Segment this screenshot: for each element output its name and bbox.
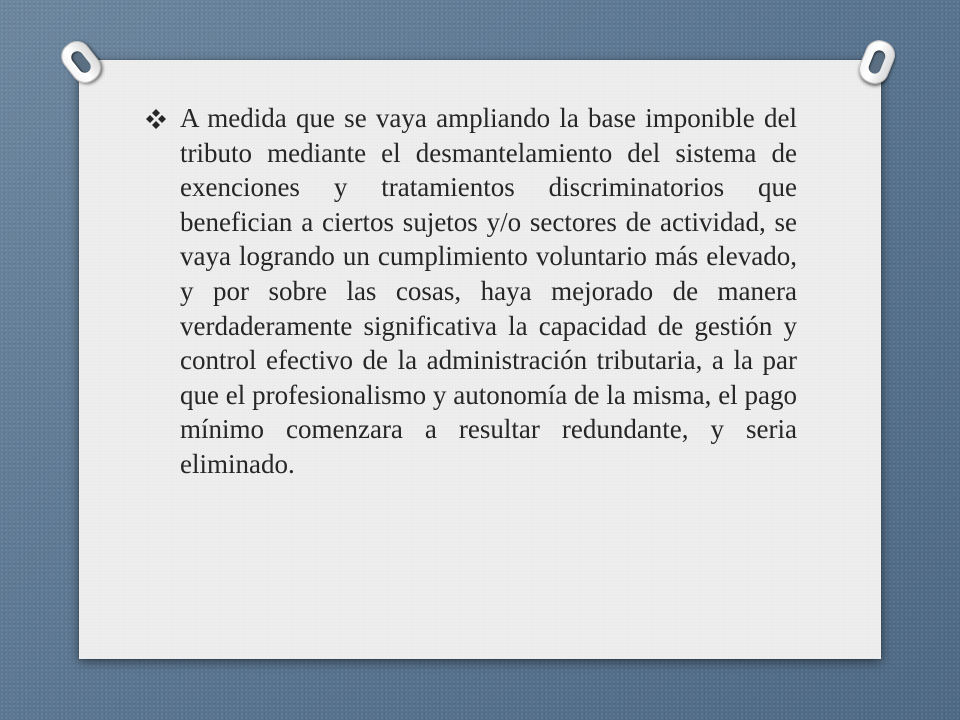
bullet-text: A medida que se vaya ampliando la base imponible del tributo mediante el desmantelamiento del sistema de exenciones y tratamientos discriminatorios que benefician a ciertos sujetos y/o sectores de actividad, se vaya logrando un cumplimiento voluntario más elevado, y por sobre las cosas, haya mejorado de manera verdaderamente significativa la capacidad de gestión y control efectivo de la administración tributaria, a la par que el profesionalismo y autonomía de la misma, el pago mínimo comenzara a resultar redundante, y seria eliminado. <box>180 103 797 479</box>
bullet-item <box>145 101 797 482</box>
four-diamond-bullet-icon <box>145 108 167 130</box>
